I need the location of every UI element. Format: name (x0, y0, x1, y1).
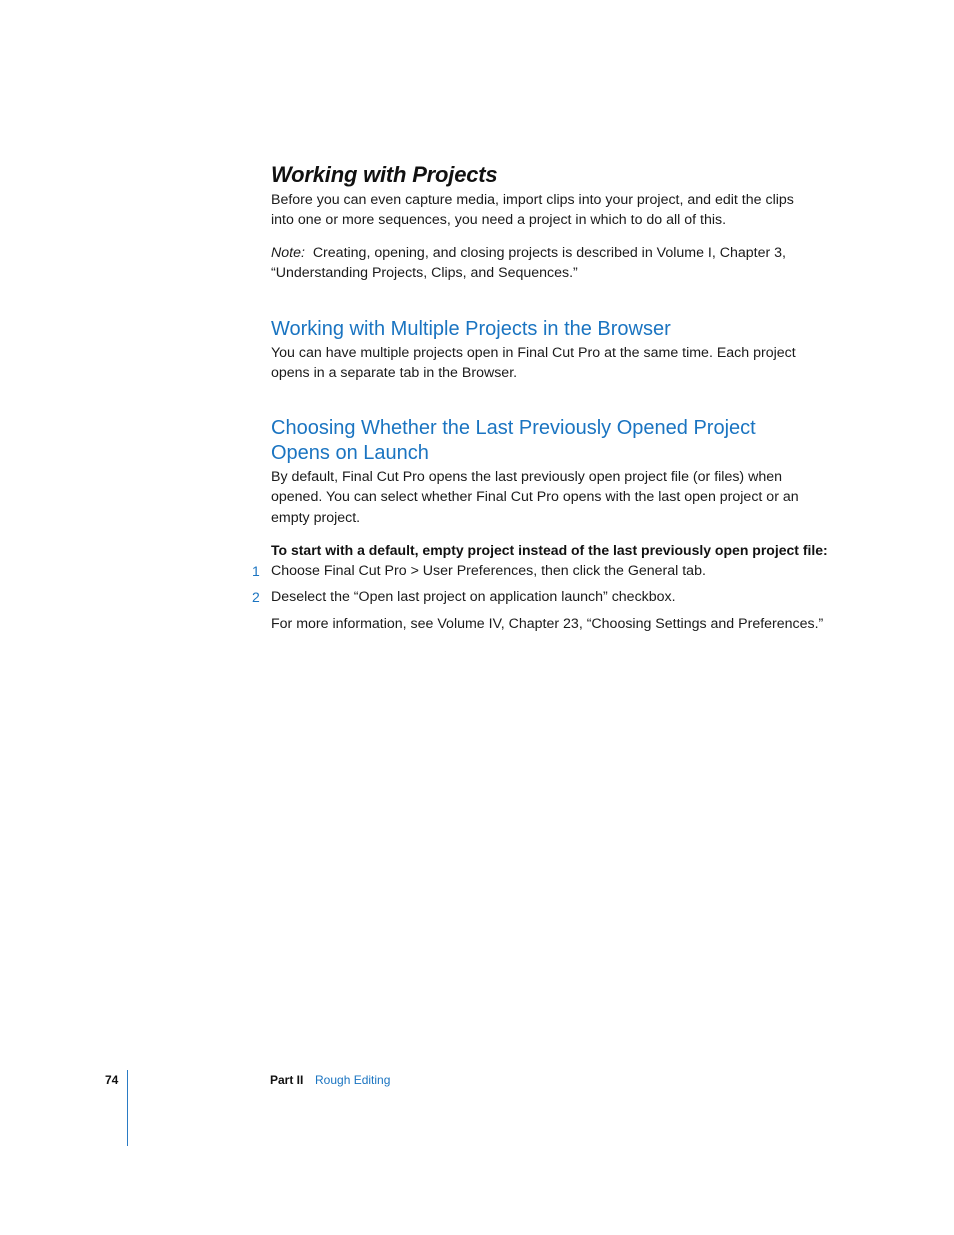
more-info-text: For more information, see Volume IV, Chapter 23, “Choosing Settings and Preferences.” (271, 616, 824, 632)
section-title-multiple-projects: Working with Multiple Projects in the Browser (271, 318, 671, 340)
section1-para-line2: into one or more sequences, you need a project in which to do all of this. (271, 212, 727, 228)
footer-part-label: Part II (270, 1073, 304, 1087)
section3-para-line1: By default, Final Cut Pro opens the last previously open project file (or files) when (271, 469, 783, 485)
section1-para-line1: Before you can even capture media, import clips into your project, and edit the clips (271, 192, 794, 208)
page-number: 74 (105, 1073, 119, 1087)
note-text-line1: Creating, opening, and closing projects is described in Volume I, Chapter 3, (312, 245, 787, 261)
footer-section-link: Rough Editing (315, 1073, 391, 1087)
step-number: 2 (252, 589, 260, 605)
section2-para-line2: opens in a separate tab in the Browser. (271, 365, 518, 381)
step-number: 1 (252, 563, 260, 579)
note-line2: “Understanding Projects, Clips, and Sequences.” (271, 265, 578, 281)
section-title-choosing-last-project-line1: Choosing Whether the Last Previously Opened Project (271, 417, 756, 439)
section-title-working-with-projects: Working with Projects (271, 162, 498, 187)
note-label: Note: (271, 245, 305, 261)
task-heading: To start with a default, empty project instead of the last previously open project file: (271, 542, 828, 558)
section-title-choosing-last-project-line2: Opens on Launch (271, 442, 429, 464)
step-text: Choose Final Cut Pro > User Preferences, then click the General tab. (271, 563, 706, 579)
section3-para-line2: opened. You can select whether Final Cut Pro opens with the last open project or an (271, 489, 799, 505)
note-line1 (271, 243, 786, 264)
section2-para-line1: You can have multiple projects open in Final Cut Pro at the same time. Each project (271, 345, 796, 361)
section3-para-line3: empty project. (271, 510, 361, 526)
footer-divider (127, 1070, 128, 1146)
step-text: Deselect the “Open last project on application launch” checkbox. (271, 589, 676, 605)
